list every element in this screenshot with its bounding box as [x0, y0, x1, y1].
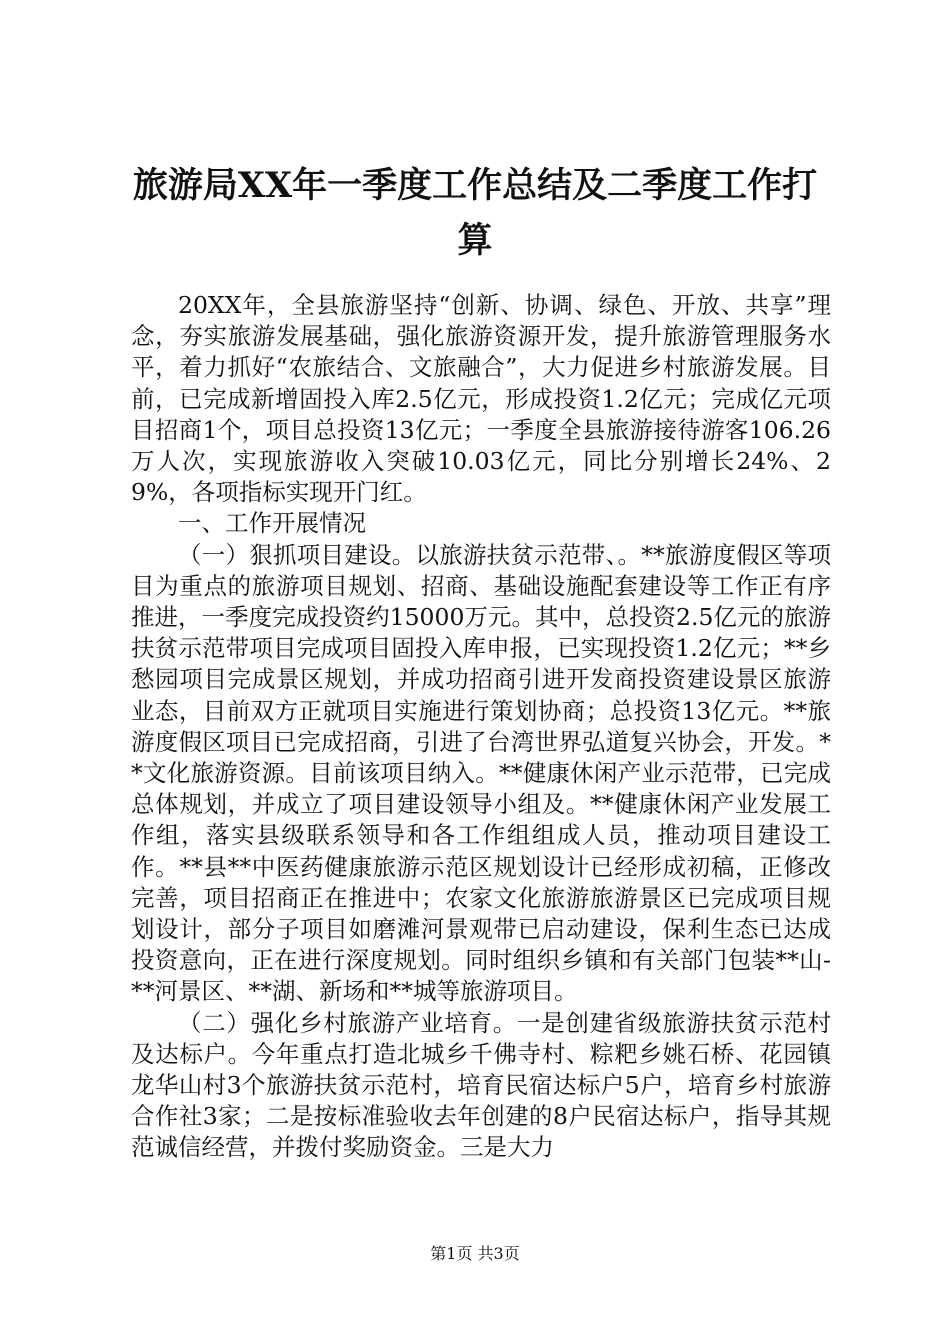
page-number-footer: 第1页 共3页 — [430, 1244, 520, 1263]
document-body — [131, 290, 831, 1164]
intro-paragraph: 20XX年，全县旅游坚持“创新、协调、绿色、开放、共享”理念，夯实旅游发展基础，强化旅游资源开发，提升旅游管理服务水平，着力抓好“农旅结合、文旅融合”，大力促进乡村旅游发展。目前，已完成新增固投入库2.5亿元，形成投资1.2亿元；完成亿元项目招商1个，项目总投资13亿元；一季度全县旅游接待游客106.26万人次，实现旅游收入突破10.03亿元，同比分别增长24%、29%，各项指标实现开门红。 — [131, 291, 831, 507]
document-title: 旅游局XX年一季度工作总结及二季度工作打算 — [132, 165, 818, 261]
section-heading-work-progress: 一、工作开展情况 — [178, 509, 366, 538]
paragraph-rural-tourism: （二）强化乡村旅游产业培育。一是创建省级旅游扶贫示范村及达标户。今年重点打造北城乡千佛寺村、粽粑乡姚石桥、花园镇龙华山村3个旅游扶贫示范村，培育民宿达标户5户，培育乡村旅游合作社3家；二是按标准验收去年创建的8户民宿达标户，指导其规范诚信经营，并拨付奖励资金。三是大力 — [131, 1008, 831, 1162]
paragraph-project-construction: （一）狠抓项目建设。以旅游扶贫示范带、。**旅游度假区等项目为重点的旅游项目规划、招商、基础设施配套建设等工作正有序推进，一季度完成投资约15000万元。其中，总投资2.5亿元的旅游扶贫示范带项目完成项目固投入库申报，已实现投资1.2亿元；**乡愁园项目完成景区规划，并成功招商引进开发商投资建设景区旅游业态，目前双方正就项目实施进行策划协商；总投资13亿元。**旅游度假区项目已完成招商，引进了台湾世界弘道复兴协会，开发。**文化旅游资源。目前该项目纳入。**健康休闲产业示范带，已完成总体规划，并成立了项目建设领导小组及。**健康休闲产业发展工作组，落实县级联系领导和各工作组组成人员，推动项目建设工作。**县**中医药健康旅游示范区规划设计已经形成初稿，正修改完善，项目招商正在推进中；农家文化旅游旅游景区已完成项目规划设计，部分子项目如磨滩河景观带已启动建设，保利生态已达成投资意向，正在进行深度规划。同时组织乡镇和有关部门包装**山-**河景区、**湖、新场和**城等旅游项目。 — [131, 540, 831, 1006]
